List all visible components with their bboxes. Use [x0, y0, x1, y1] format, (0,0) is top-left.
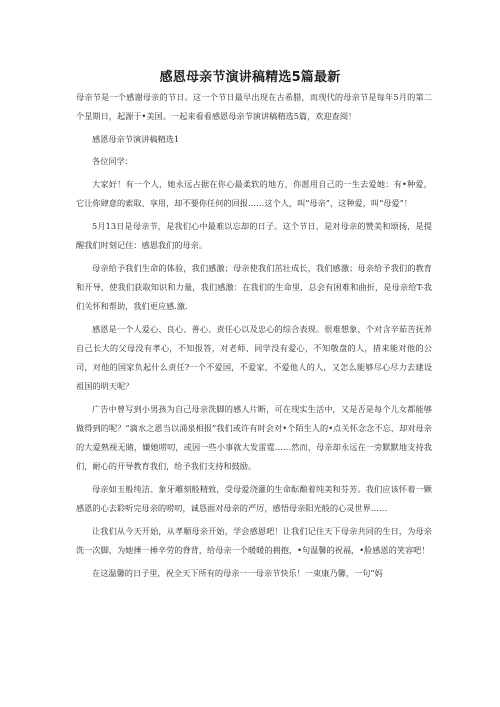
section-heading: 感恩母亲节演讲稿精选1: [92, 134, 180, 144]
body-paragraph: 母亲节是一个感谢母亲的节日。这一个节日最早出现在古希腊，而现代的母亲节是每年5月的第二个星期日，起源于•美国。一起来看看感恩母亲节演讲稿精选5篇，欢迎查阅！: [76, 92, 432, 121]
body-paragraph: 让我们从今天开始，从孝顺母亲开始，学会感恩吧！让我们记住天下母亲共同的生日，为母亲洗一次脚，为她捶一捶辛劳的脊背，给母亲一个暖暖的拥抱，•句温馨的祝福，•脸感恩的笑容吧！: [76, 526, 432, 555]
body-paragraph: 感恩是一个人爱心、良心、善心、责任心以及忠心的综合表现。很难想象，个对含辛茹苦抚养自己长大的父母没有孝心，不知报答，对老师、同学没有爱心，不知敬盘的人，措来能对他的公司，对他的国家负起什么责任?一个不爱国，不爱家，不爱他人的人，又怎么能够尽心尽力去建设祖国的明天呢？: [76, 324, 432, 391]
body-paragraph: 5月13日是母亲节，是我们心中最难以忘却的日子。这个节日，是对母亲的赞美和颂扬，是提醒我们时刻记住：感恩我们的母亲。: [76, 221, 432, 250]
document-title: 感恩母亲节演讲稿精选5篇最新: [159, 70, 341, 85]
body-paragraph: 母亲给予我们生命的体验，我们感激；母亲使我们茁壮成长，我们感激；母亲给予我们的教育和开导，使我们获取知识和力量，我们感激：在我们的生命里，总会有困难和曲折，是母亲给T-我们关怀和帮助，我们更应感.激.: [76, 263, 432, 311]
body-paragraph: 各位同学：: [92, 156, 133, 166]
document-body: [76, 88, 432, 587]
body-paragraph: 广告中曾写到小男孩为自己母亲洗脚的感人片断，可在现实生活中，又是否是每个儿女都能够做得到的呢？“滴水之恩当以涌泉相报”我们或许有时会对•个陌生人的•点关怀念念不忘，却对母亲的大爱熟视无睹，嫌她唠叨，或因一些小事就大发雷霆……然而，母亲却永远在一旁默默地支持我们，耐心的开导教育我们，给予我们支持和鼓励。: [76, 404, 432, 471]
body-paragraph: 在这温馨的日子里，祝全天下所有的母亲一一母亲节快乐！一束康乃馨，一句“妈: [92, 568, 383, 578]
body-paragraph: 大家好！有一个人，她永远占据在你心最柔软的地方，你愿用自己的一生去爱她：有•种爱，它让你肆意的索取、享用，却不要你任何的回报……这个人，叫“母亲”，这种爱，叫“母爱”！: [76, 179, 432, 208]
body-paragraph: 母亲如玉般纯洁、象牙雕刻般精致，受母爱浇灌的生命酝酿着纯美和芬芳。我们应该怀着一颗感恩的心去聆听完母亲的唠叨，诚恳面对母亲的严厉，感悟母亲阳光般的心灵世界……: [76, 484, 432, 513]
